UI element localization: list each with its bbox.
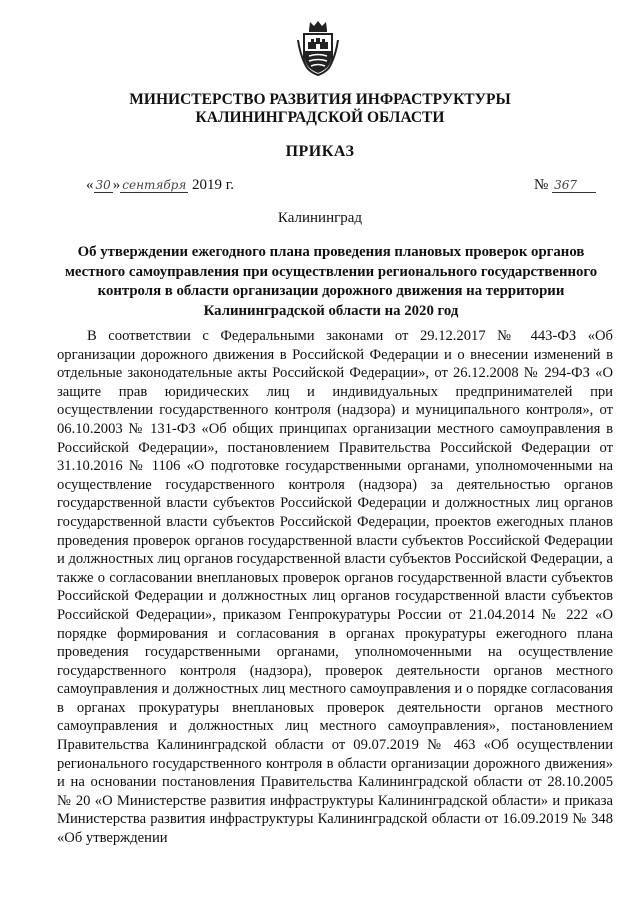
coat-of-arms-emblem — [296, 20, 340, 76]
city-name: Калининград — [277, 210, 363, 226]
date-close-quote: » — [112, 177, 121, 193]
document-type: ПРИКАЗ — [285, 143, 355, 160]
date-day-handwritten: 30 — [95, 178, 111, 192]
order-date — [86, 177, 234, 194]
number-prefix: № — [534, 177, 549, 193]
body-paragraph — [57, 327, 613, 848]
date-year: 2019 г. — [192, 177, 235, 193]
document-title: Об утверждении ежегодного плана проведения плановых проверок органов местного самоуправления при осуществлении регионального государственного контроля в области организации дорожного движения на территории Калининградской области на 2020 год — [64, 244, 598, 319]
ministry-name-line2: КАЛИНИНГРАДСКОЙ ОБЛАСТИ — [195, 109, 445, 126]
body-text: В соответствии с Федеральными законами от 29.12.2017 № 443-ФЗ «Об организации дорожного движения в Российской Федерации и о внесении изменений в отдельные законодательные акты Российской Федерации», от 26.12.2008 № 294-ФЗ «О защите прав юридических лиц и индивидуальных предпринимателей при осуществлении государственного контроля (надзора) и муниципального контроля», от 06.10.2003 № 131-ФЗ «Об общих принципах организации местного самоуправления в Российской Федерации», постановлением Правительства Российской Федерации от 31.10.2016 № 1106 «О подготовке государственными органами, уполномоченными на осуществление государственного контроля (надзора) за деятельностью органов государственной власти субъектов Российской Федерации и должностных лиц органов государственной власти субъектов Российской Федерации, проектов ежегодных планов проведения проверок органов государственной власти субъектов Российской Федерации и должностных лиц органов государственной власти субъектов Российской Федерации, а также о согласовании внеплановых проверок органов государственной власти субъектов Российской Федерации и должностных лиц органов государственной власти субъектов Российской Федерации», приказом Генпрокуратуры России от 21.04.2014 № 222 «О порядке формирования и согласования в органах прокуратуры ежегодного плана проведения государственными органами, уполномоченными на осуществление государственного контроля (надзора), проверок деятельности органов местного самоуправления и должностных лиц местного самоуправления и о порядке согласования в органах прокуратуры внеплановых проверок деятельности органов местного самоуправления и должностных лиц местного самоуправления», постановлением Правительства Калининградской области от 09.07.2019 № 463 «Об осуществлении регионального государственного контроля в области организации дорожного движения» и на основании постановления Правительства Калининградской области от 28.10.2005 № 20 «О Министерстве развития инфраструктуры Калининградской области» и приказа Министерства развития инфраструктуры Калининградской области от 16.09.2019 № 348 «Об утверждении — [57, 328, 613, 847]
order-number — [534, 177, 596, 194]
ministry-name-line1: МИНИСТЕРСТВО РАЗВИТИЯ ИНФРАСТРУКТУРЫ — [129, 91, 511, 108]
date-open-quote: « — [86, 177, 94, 193]
date-month-handwritten: сентября — [122, 178, 187, 192]
number-value-handwritten: 367 — [552, 178, 596, 193]
